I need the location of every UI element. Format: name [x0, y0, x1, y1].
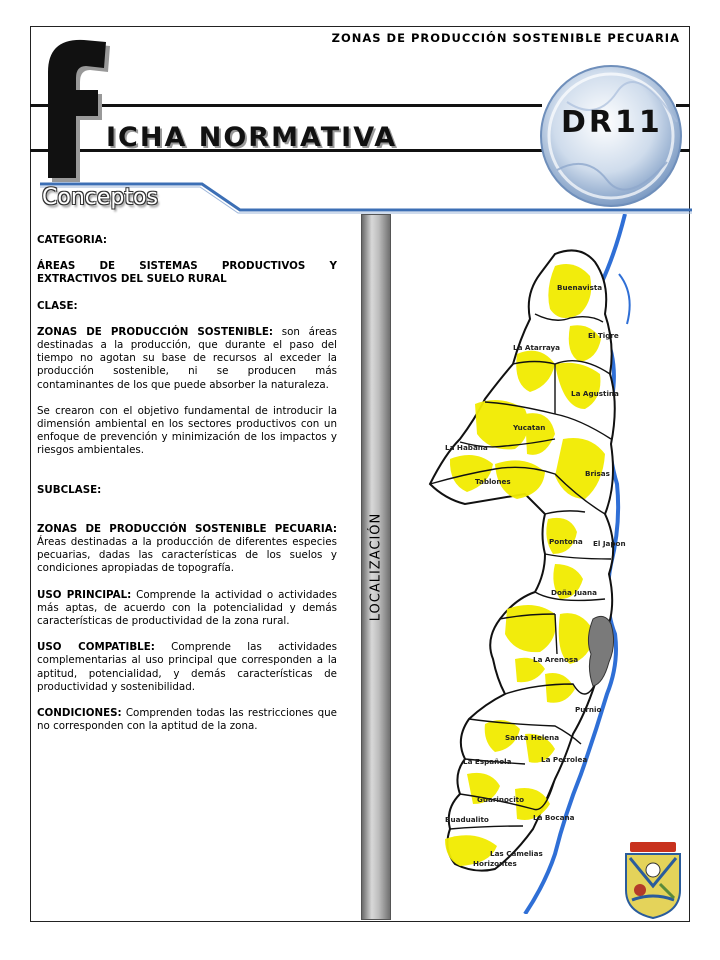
clase-term: ZONAS DE PRODUCCIÓN SOSTENIBLE: — [37, 325, 274, 338]
subclase-label: SUBCLASE: — [37, 483, 102, 496]
svg-text:La Petrolea: La Petrolea — [541, 755, 588, 764]
svg-text:Brisas: Brisas — [585, 469, 610, 478]
page-title: ICHA NORMATIVA — [106, 122, 398, 153]
svg-text:La Arenosa: La Arenosa — [533, 655, 579, 664]
svg-text:Las Camelias: Las Camelias — [490, 849, 543, 858]
uso-compatible-term: USO COMPATIBLE: — [37, 641, 155, 654]
subclase-text: Áreas destinadas a la producción de diferentes especies pecuarias, dadas las características de los suelos y condiciones apropiadas de topografía. — [37, 536, 337, 575]
subclase-term: ZONAS DE PRODUCCIÓN SOSTENIBLE PECUARIA: — [37, 522, 337, 535]
svg-text:Horizontes: Horizontes — [473, 859, 517, 868]
svg-text:Purnio: Purnio — [575, 705, 602, 714]
svg-text:El Japon: El Japon — [593, 539, 626, 548]
localization-map — [405, 214, 690, 914]
clase-label: CLASE: — [37, 299, 78, 312]
localizacion-label: LOCALIZACIÓN — [368, 512, 384, 622]
title-big-letter — [36, 28, 116, 188]
condiciones-text: Comprenden todas las restricciones que no corresponden con la aptitud de la zona. — [37, 707, 337, 733]
svg-text:Pontona: Pontona — [549, 537, 583, 546]
svg-text:La Agustina: La Agustina — [571, 389, 619, 398]
uso-compatible-text: Comprende las actividades complementarias al uso principal que corresponden a la aptitud, potencialidad, y demás características de productividad y sostenibilidad. — [37, 641, 338, 693]
svg-text:El Tigre: El Tigre — [588, 331, 619, 340]
document-subject: ZONAS DE PRODUCCIÓN SOSTENIBLE PECUARIA — [331, 31, 680, 45]
svg-text:La Bocana: La Bocana — [533, 813, 575, 822]
document-code: DR11 — [561, 105, 663, 140]
categoria-value: ÁREAS DE SISTEMAS PRODUCTIVOS Y EXTRACTIVOS DEL SUELO RURAL — [37, 260, 337, 286]
section-title: Conceptos — [42, 185, 158, 210]
svg-text:La Atarraya: La Atarraya — [513, 343, 561, 352]
clase-text: son áreas destinadas a la producción, que durante el paso del tiempo no agotan su base de recursos al exceder la producción sostenible, ni se producen más contaminantes de los que puede absorber la naturaleza. — [37, 325, 337, 391]
svg-text:Guarinocito: Guarinocito — [477, 795, 525, 804]
uso-principal-term: USO PRINCIPAL: — [37, 588, 132, 601]
svg-text:Yucatan: Yucatan — [513, 423, 546, 432]
municipal-crest-icon — [620, 840, 686, 920]
svg-text:La Habana: La Habana — [445, 443, 488, 452]
svg-text:Buadualito: Buadualito — [445, 815, 489, 824]
svg-text:Buenavista: Buenavista — [557, 283, 603, 292]
svg-text:Doña Juana: Doña Juana — [551, 588, 597, 597]
condiciones-term: CONDICIONES: — [37, 707, 122, 720]
svg-text:Tablones: Tablones — [475, 477, 511, 486]
uso-principal-text: Comprende la actividad o actividades más aptas, de acuerdo con la potencialidad y demás características de productividad de la zona rural. — [37, 588, 337, 628]
svg-text:La Española: La Española — [463, 757, 512, 766]
clase-text-2: Se crearon con el objetivo fundamental de introducir la dimensión ambiental en los sectores productivos con un enfoque de prevención y minimización de los impactos y riesgos ambientales. — [37, 404, 337, 457]
categoria-label: CATEGORIA: — [37, 234, 108, 246]
concepts-text — [37, 234, 337, 746]
svg-text:Santa Helena: Santa Helena — [505, 733, 560, 742]
